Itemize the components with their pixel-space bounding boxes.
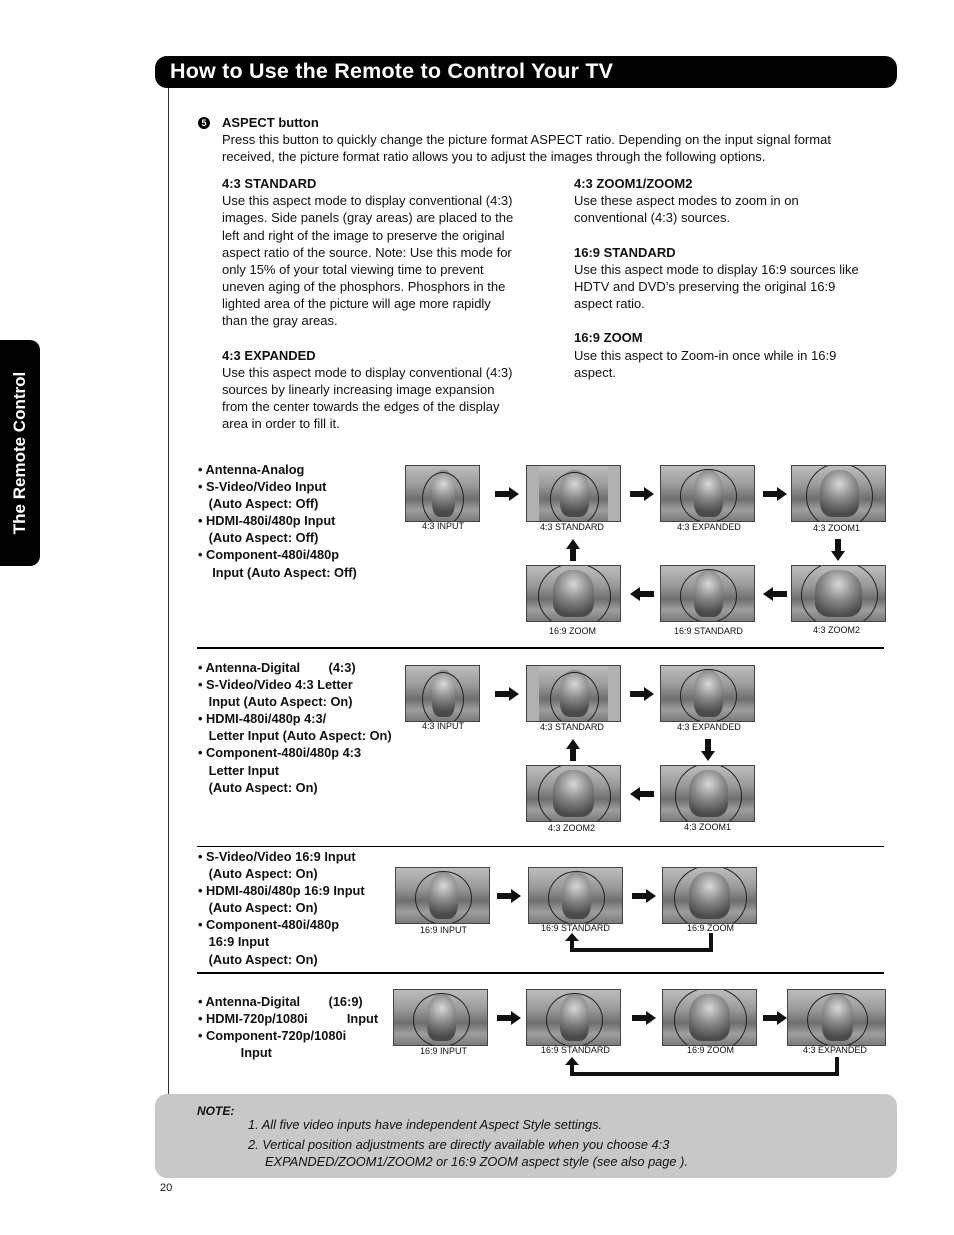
arrow-up-icon xyxy=(566,539,580,561)
thumbnail-caption: 4:3 ZOOM2 xyxy=(548,823,596,833)
tv-image-thumbnail xyxy=(393,989,488,1046)
tv-image-thumbnail xyxy=(526,565,621,622)
arrow-down-icon xyxy=(701,739,715,761)
input-list: • S-Video/Video 16:9 Input (Auto Aspect: On) • HDMI-480i/480p 16:9 Input (Auto Aspect: On) • Component-480i/480p 16:9 Input (Auto Aspect: On) xyxy=(198,849,365,967)
thumbnail-caption: 16:9 ZOOM xyxy=(687,1045,735,1055)
mode-line: area in order to fill it. xyxy=(222,416,340,431)
group-divider xyxy=(197,647,884,649)
page-number: 20 xyxy=(160,1182,173,1194)
callout-marker: 5 xyxy=(198,117,210,129)
note-label: NOTE: xyxy=(197,1104,235,1118)
mode-line: from the center towards the edges of the display xyxy=(222,399,500,414)
mode-line: uneven aging of the phosphors. Phosphors in the xyxy=(222,279,506,294)
thumbnail-caption: 16:9 INPUT xyxy=(420,1046,468,1056)
mode-line: Use this aspect mode to display conventional (4:3) xyxy=(222,365,513,380)
mode-title: 4:3 STANDARD xyxy=(222,176,317,191)
mode-title: 4:3 ZOOM1/ZOOM2 xyxy=(574,176,693,191)
tv-image-thumbnail xyxy=(791,565,886,622)
thumbnail-caption: 16:9 ZOOM xyxy=(687,923,735,933)
page-title: How to Use the Remote to Control Your TV xyxy=(170,59,614,83)
mode-line: Use this aspect to Zoom-in once while in 16:9 xyxy=(574,348,837,363)
tv-image-thumbnail xyxy=(405,665,480,722)
arrow-up-icon xyxy=(566,739,580,761)
arrow-right-icon xyxy=(495,487,519,501)
tv-image-thumbnail xyxy=(660,665,755,722)
tv-image-thumbnail xyxy=(526,765,621,822)
mode-line: than the gray areas. xyxy=(222,313,338,328)
group-divider xyxy=(197,972,884,974)
tv-image-thumbnail xyxy=(526,465,621,522)
thumbnail-caption: 16:9 ZOOM xyxy=(549,626,597,636)
mode-line: aspect ratio. xyxy=(574,296,645,311)
mode-title: 16:9 ZOOM xyxy=(574,330,643,345)
mode-line: Use this aspect mode to display conventional (4:3) xyxy=(222,193,513,208)
aspect-heading: ASPECT button xyxy=(222,115,319,130)
arrow-right-icon xyxy=(497,1011,521,1025)
tv-image-thumbnail xyxy=(662,867,757,924)
aspect-intro-2: received, the picture format ratio allows you to adjust the images through the following options. xyxy=(222,149,766,164)
group-divider xyxy=(197,846,884,847)
tv-image-thumbnail xyxy=(660,765,755,822)
mode-line: Use these aspect modes to zoom in on xyxy=(574,193,799,208)
thumbnail-caption: 4:3 EXPANDED xyxy=(677,722,741,732)
aspect-intro-1: Press this button to quickly change the picture format ASPECT ratio. Depending on the input signal format xyxy=(222,132,831,147)
section-tab-label: The Remote Control xyxy=(10,371,29,535)
note-item: EXPANDED/ZOOM1/ZOOM2 or 16:9 ZOOM aspect style (see also page ). xyxy=(265,1154,688,1169)
tv-image-thumbnail xyxy=(528,867,623,924)
thumbnail-caption: 4:3 ZOOM2 xyxy=(813,625,861,635)
note-item: 2. Vertical position adjustments are directly available when you choose 4:3 xyxy=(248,1137,670,1152)
tv-image-thumbnail xyxy=(660,565,755,622)
arrow-return-icon xyxy=(565,933,715,955)
mode-line: sources by linearly increasing image expansion xyxy=(222,382,495,397)
input-list: • Antenna-Analog • S-Video/Video Input (Auto Aspect: Off) • HDMI-480i/480p Input (Auto Aspect: Off) • Component-480i/480p Input (Auto Aspect: Off) xyxy=(198,462,357,580)
tv-image-thumbnail xyxy=(395,867,490,924)
mode-line: only 15% of your total viewing time to prevent xyxy=(222,262,484,277)
tv-image-thumbnail xyxy=(526,665,621,722)
mode-line: lighted area of the picture will age more rapidly xyxy=(222,296,491,311)
thumbnail-caption: 4:3 ZOOM1 xyxy=(813,523,861,533)
page-header xyxy=(155,56,897,88)
mode-line: HDTV and DVD’s preserving the original 16:9 xyxy=(574,279,836,294)
thumbnail-caption: 4:3 STANDARD xyxy=(540,722,604,732)
arrow-right-icon xyxy=(630,487,654,501)
thumbnail-caption: 16:9 INPUT xyxy=(420,925,468,935)
tv-image-thumbnail xyxy=(791,465,886,522)
arrow-right-icon xyxy=(497,889,521,903)
mode-title: 4:3 EXPANDED xyxy=(222,348,316,363)
tv-image-thumbnail xyxy=(660,465,755,522)
thumbnail-caption: 4:3 INPUT xyxy=(422,521,465,531)
arrow-down-icon xyxy=(831,539,845,561)
mode-line: Use this aspect mode to display 16:9 sources like xyxy=(574,262,859,277)
mode-line: images. Side panels (gray areas) are placed to the xyxy=(222,210,514,225)
tv-image-thumbnail xyxy=(662,989,757,1046)
arrow-right-icon xyxy=(632,889,656,903)
input-list: • Antenna-Digital (4:3) • S-Video/Video 4:3 Letter Input (Auto Aspect: On) • HDMI-480i/480p 4:3/ Letter Input (Auto Aspect: On) • Component-480i/480p 4:3 Letter Input (Auto Aspect: On) xyxy=(198,660,392,795)
mode-line: aspect ratio of the source. Note: Use this mode for xyxy=(222,245,512,260)
arrow-left-icon xyxy=(630,787,654,801)
mode-line: conventional (4:3) sources. xyxy=(574,210,731,225)
note-item: 1. All five video inputs have independent Aspect Style settings. xyxy=(248,1117,603,1132)
thumbnail-caption: 4:3 INPUT xyxy=(422,721,465,731)
thumbnail-caption: 16:9 STANDARD xyxy=(541,923,610,933)
arrow-right-icon xyxy=(632,1011,656,1025)
thumbnail-caption: 4:3 EXPANDED xyxy=(677,522,741,532)
thumbnail-caption: 4:3 STANDARD xyxy=(540,522,604,532)
mode-title: 16:9 STANDARD xyxy=(574,245,676,260)
thumbnail-caption: 16:9 STANDARD xyxy=(541,1045,610,1055)
tv-image-thumbnail xyxy=(405,465,480,522)
arrow-right-icon xyxy=(495,687,519,701)
mode-line: left and right of the image to preserve the original xyxy=(222,228,505,243)
arrow-left-icon xyxy=(630,587,654,601)
thumbnail-caption: 4:3 EXPANDED xyxy=(803,1045,867,1055)
input-list: • Antenna-Digital (16:9) • HDMI-720p/1080i Input • Component-720p/1080i Input xyxy=(198,994,379,1061)
tv-image-thumbnail xyxy=(526,989,621,1046)
arrow-return-icon xyxy=(565,1057,841,1079)
thumbnail-caption: 4:3 ZOOM1 xyxy=(684,822,732,832)
margin-rule xyxy=(168,88,169,1096)
arrow-right-icon xyxy=(630,687,654,701)
arrow-left-icon xyxy=(763,587,787,601)
thumbnail-caption: 16:9 STANDARD xyxy=(674,626,743,636)
mode-line: aspect. xyxy=(574,365,616,380)
section-tab xyxy=(0,340,40,566)
arrow-right-icon xyxy=(763,487,787,501)
tv-image-thumbnail xyxy=(787,989,886,1046)
arrow-right-icon xyxy=(763,1011,787,1025)
